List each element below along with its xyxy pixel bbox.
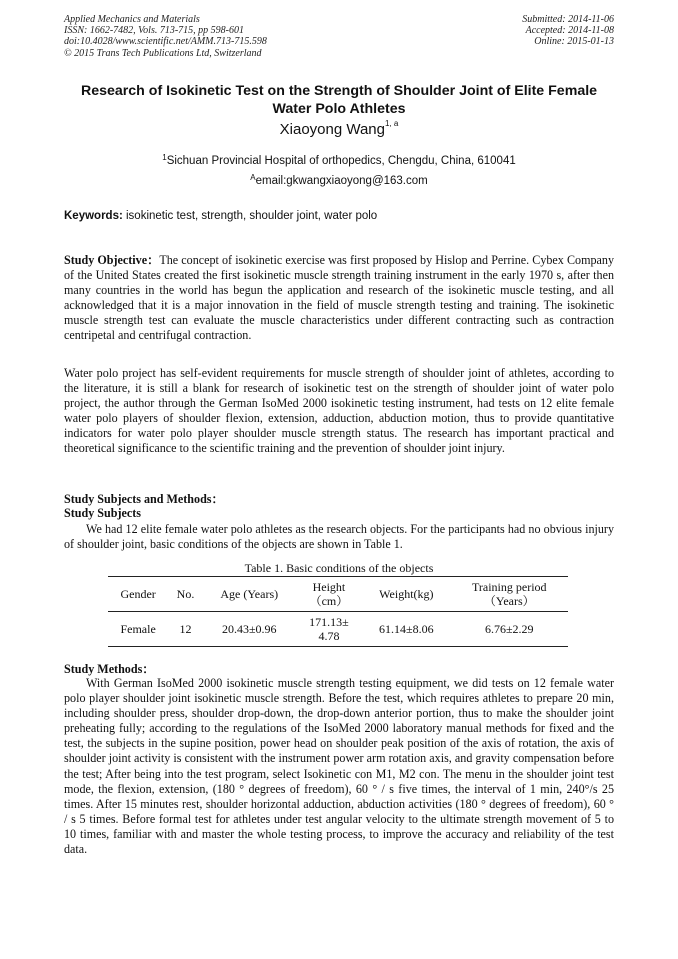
methods-paragraph: With German IsoMed 2000 isokinetic muscle strength testing equipment, we did tests on 12 female water polo player shoulder joint isokinetic muscle strength. Before the test, which requires athletes to prepare 20 min, including shoulder press, shoulder drop-down, the drop-down anterior portion, thus to make the shoulder joint preheating fully; according to the regulations of the IsoMed 2000 laboratory manual methods for fixed and the test, the subjects in the supine position, power head on shoulder peak position of the axis of rotation, the axis of shoulder joint activity is consistent with the instrument power arm rotation axis, and gravity compensation before the test; After being into the test program, select Isokinetic con M1, M2 con. The menu in the shoulder joint test mode, the flexion, extension, (180 ° degrees of freedom), 60 ° / s five times, the interval of 1 min, 240°/s 25 times. After 15 minutes rest, shoulder horizontal adduction, abduction activities (180 ° degrees of freedom), 60 ° / s 5 times. Before formal test for athletes under test angular velocity to the ultimate strength movement of 5 to 10 times, familiar with and master the whole testing process, to improve the accuracy and reliability of the test data. xyxy=(64,676,614,857)
cell-training: 6.76±2.29 xyxy=(484,622,534,636)
journal-issn: ISSN: 1662-7482, Vols. 713-715, pp 598-601 xyxy=(64,25,244,37)
subjects-paragraph: We had 12 elite female water polo athletes as the research objects. For the participants had no obvious injury of shoulder joint, basic conditions of the objects are shown in Table 1. xyxy=(64,522,614,552)
journal-doi: doi:10.4028/www.scientific.net/AMM.713-715.598 xyxy=(64,36,267,48)
journal-name: Applied Mechanics and Materials xyxy=(64,14,200,25)
affiliation-text: Sichuan Provincial Hospital of orthopedics, Chengdu, China, 610041 xyxy=(166,155,516,167)
keywords xyxy=(64,210,614,222)
col-gender: Gender xyxy=(120,587,156,601)
objective-paragraph xyxy=(64,253,614,344)
heading-study-subjects: Study Subjects xyxy=(64,506,141,520)
cell-gender: Female xyxy=(120,622,156,636)
author-name: Xiaoyong Wang xyxy=(279,121,385,138)
table-header-row xyxy=(108,577,568,612)
col-weight: Weight(kg) xyxy=(379,587,434,601)
keywords-text: isokinetic test, strength, shoulder joint, water polo xyxy=(122,210,378,222)
accepted-date: Accepted: 2014-11-08 xyxy=(525,25,614,37)
email xyxy=(64,175,614,187)
col-training: Training period （Years） xyxy=(471,580,547,608)
author-line xyxy=(64,121,614,138)
journal-info xyxy=(64,14,267,59)
cell-no: 12 xyxy=(179,622,192,636)
affiliation xyxy=(64,155,614,167)
col-height: Height （cm） xyxy=(309,580,349,608)
col-age: Age (Years) xyxy=(220,587,279,601)
cell-weight: 61.14±8.06 xyxy=(379,622,434,636)
author-sup: 1, a xyxy=(385,119,399,128)
heading-study-methods: Study Methods： xyxy=(64,662,155,676)
online-date: Online: 2015-01-13 xyxy=(534,36,614,48)
submitted-date: Submitted: 2014-11-06 xyxy=(522,14,614,25)
heading-subjects-methods: Study Subjects and Methods： xyxy=(64,492,224,506)
table-caption: Table 1. Basic conditions of the objects xyxy=(244,561,434,575)
email-sup: A xyxy=(250,173,256,182)
journal-copyright: © 2015 Trans Tech Publications Ltd, Switzerland xyxy=(64,47,262,59)
email-text: email:gkwangxiaoyong@163.com xyxy=(255,175,428,187)
col-no: No. xyxy=(176,587,195,601)
objective-text: The concept of isokinetic exercise was first proposed by Hislop and Perrine. Cybex Company of the United States created the first isokinetic muscle strength training instrument in the early 1970 s, after then many countries in the world has begun the application and research of the isokinetic muscle testing, and all acknowledged that it is a major innovation in the field of muscle strength testing and training. The isokinetic muscle strength test can evaluate the muscle characteristics under different contracting such as contraction centripetal and centrifugal contraction. xyxy=(64,253,614,343)
paper-title: Research of Isokinetic Test on the Strength of Shoulder Joint of Elite Female Water Polo Athletes xyxy=(80,83,598,117)
cell-age: 20.43±0.96 xyxy=(221,622,277,636)
table-basic-conditions xyxy=(108,576,568,647)
table-row xyxy=(108,612,568,647)
objective-label: Study Objective： xyxy=(64,253,160,267)
submission-dates xyxy=(522,14,614,48)
keywords-label: Keywords: xyxy=(64,210,123,222)
affiliation-sup: 1 xyxy=(162,153,167,162)
cell-height: 171.13± 4.78 xyxy=(309,615,349,643)
intro-paragraph-2: Water polo project has self-evident requirements for muscle strength of shoulder joint of athletes, according to the literature, it is still a blank for research of isokinetic test on the strength of shoulder joint of water polo project, the author through the German IsoMed 2000 isokinetic testing instrument, had tests on 12 elite female water polo players of shoulder flexion, extension, adduction, abduction motion, thus to provide quantitative indicators for water polo player shoulder muscle strength status. The research has important practical and theoretical significance to the scientific training and the prevention of shoulder joint injury. xyxy=(64,366,614,456)
